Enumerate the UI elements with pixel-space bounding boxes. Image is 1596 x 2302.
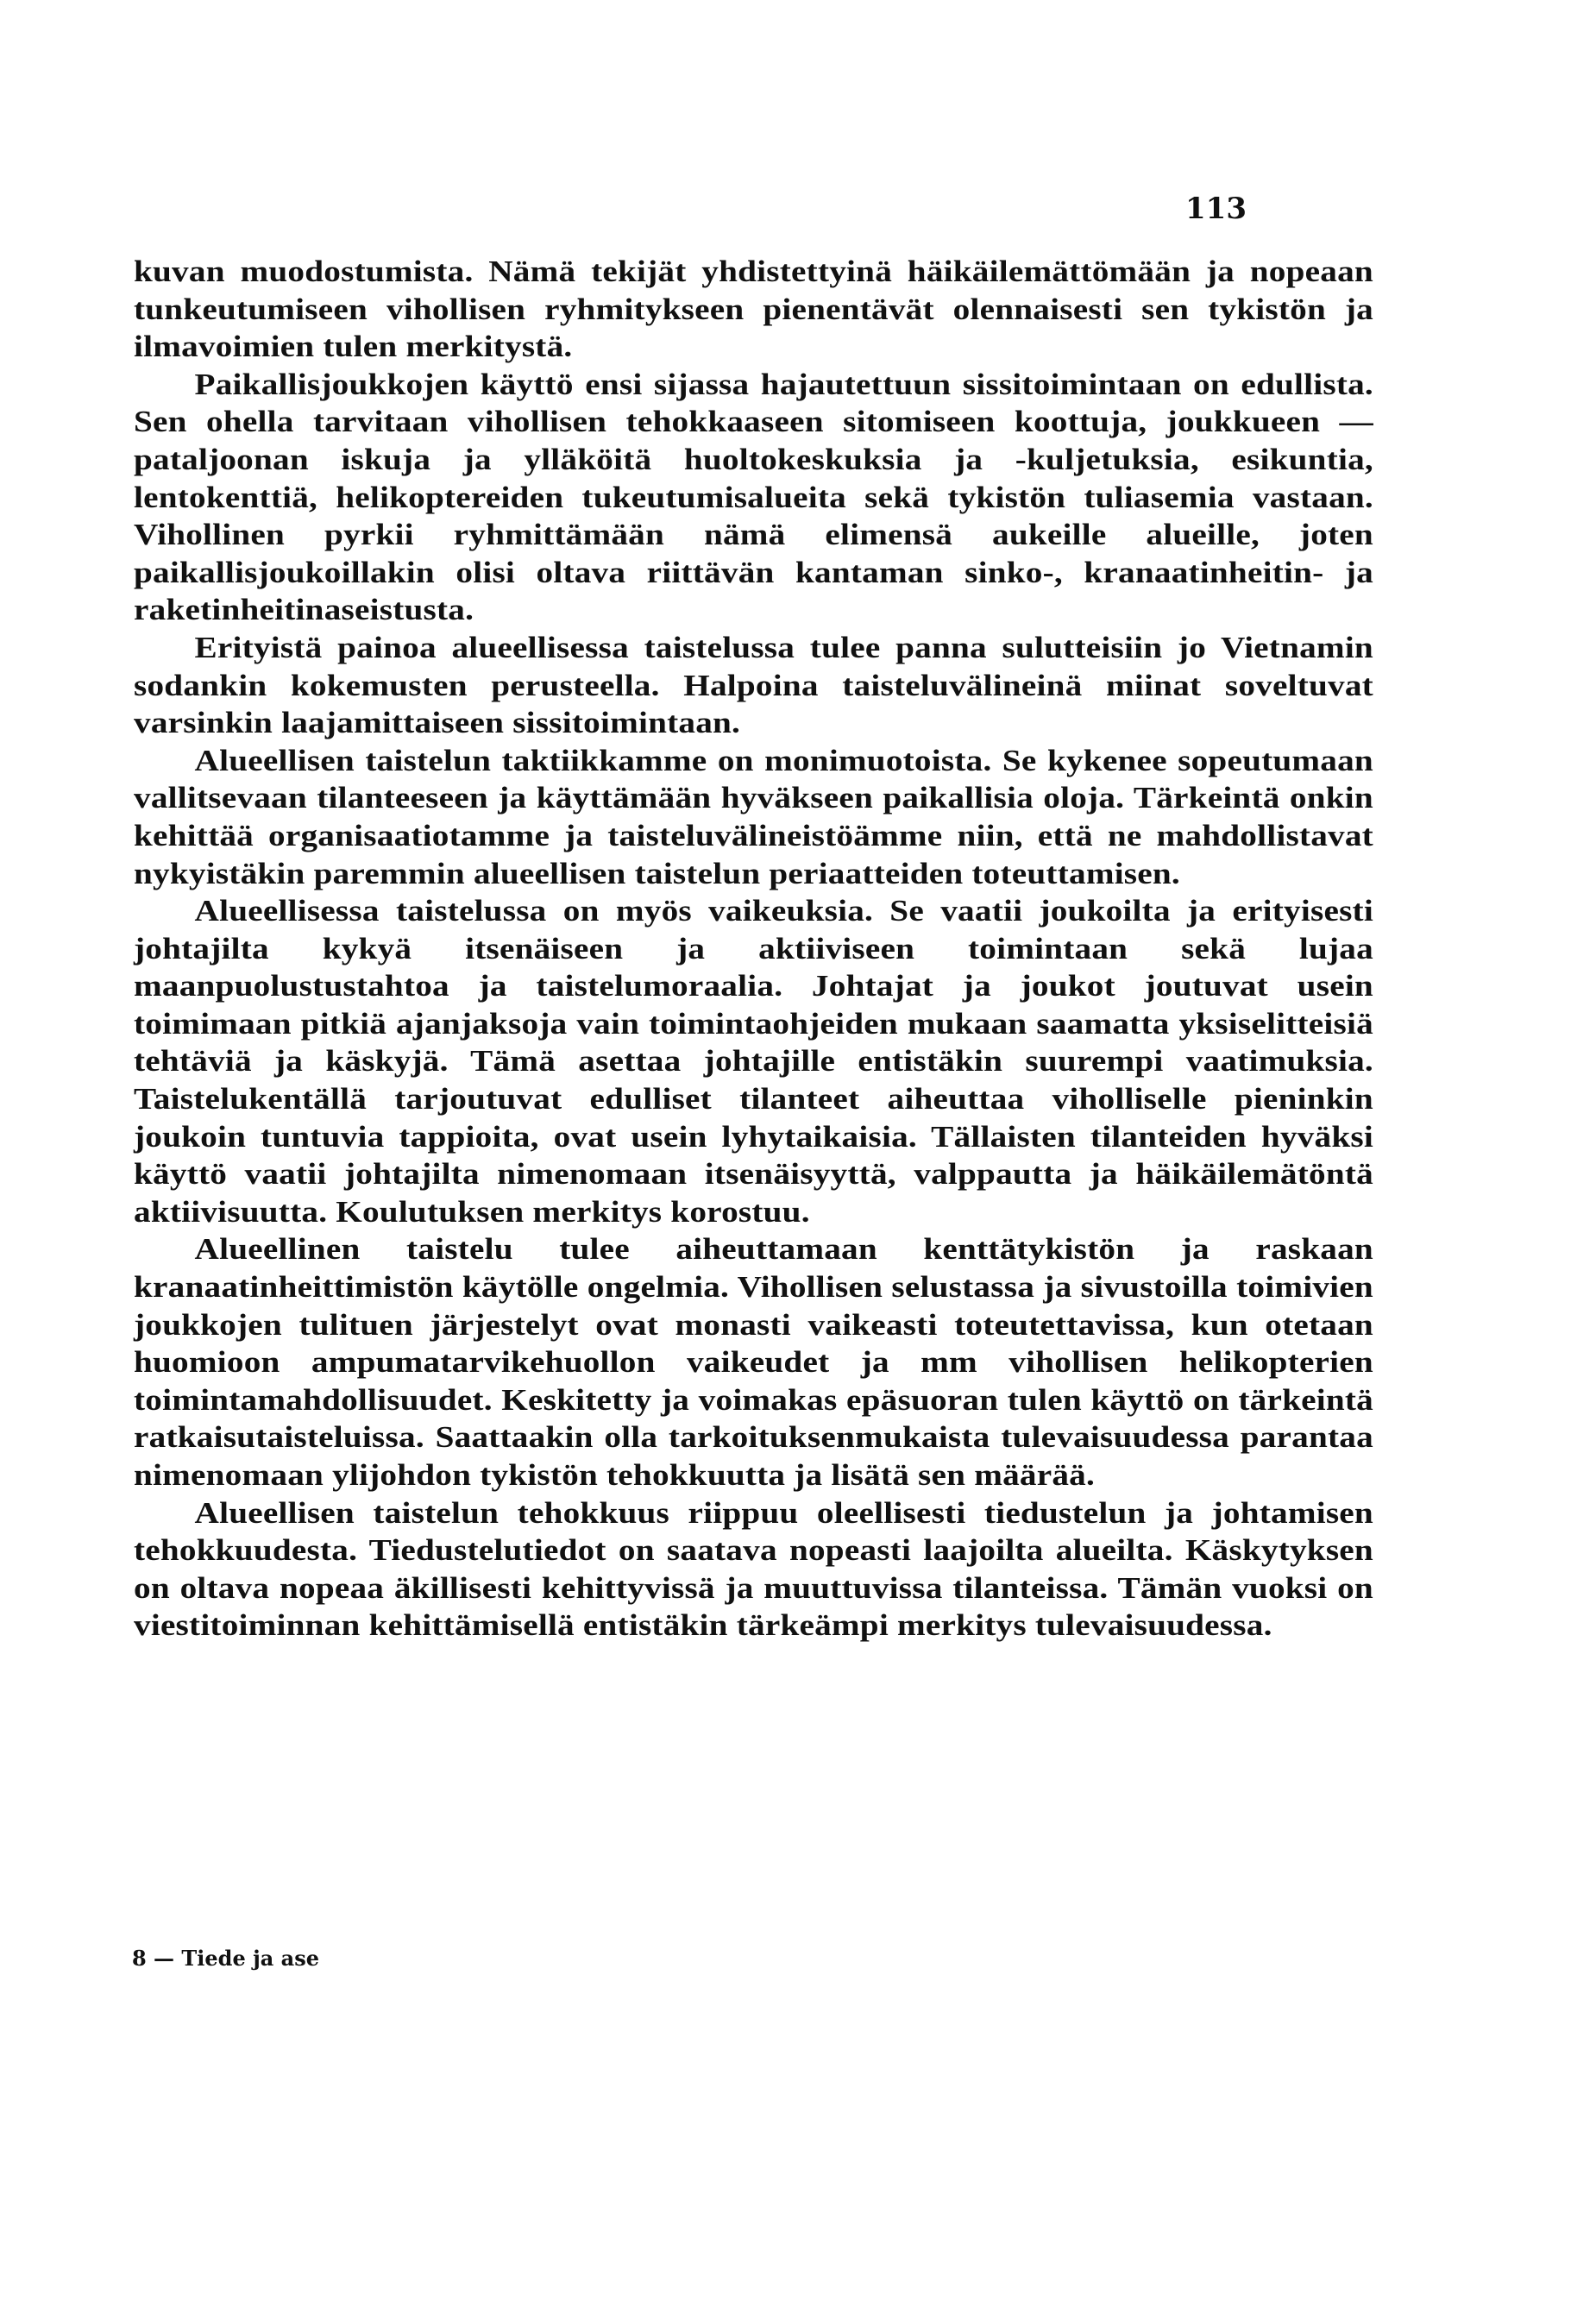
- paragraph-1: kuvan muodostumista. Nämä tekijät yhdistettyinä häikäilemättömään ja nopeaan tunkeutumiseen vihollisen ryhmitykseen pienentävät olennaisesti sen tykistön ja ilmavoimien tulen merkitystä.: [134, 255, 1373, 364]
- body-text: [134, 253, 1373, 1645]
- paragraph-2: Paikallisjoukkojen käyttö ensi sijassa hajautettuun sissitoimintaan on edullista. Sen ohella tarvitaan vihollisen tehokkaaseen sitomiseen koottuja, joukkueen — pataljoonan iskuja ja ylläköitä huoltokeskuksia ja -kuljetuksia, esikuntia, lentokenttiä, helikoptereiden tukeutumisalueita sekä tykistön tuliasemia vastaan. Vihollinen pyrkii ryhmittämään nämä elimensä aukeille alueille, joten paikallisjoukoillakin olisi oltava riittävän kantaman sinko-, kranaatinheitin- ja raketinheitinaseistusta.: [134, 367, 1373, 627]
- paragraph-4: Alueellisen taistelun taktiikkamme on monimuotoista. Se kykenee sopeutumaan vallitsevaan tilanteeseen ja käyttämään hyväkseen paikallisia oloja. Tärkeintä onkin kehittää organisaatiotamme ja taisteluvälineistöämme niin, että ne mahdollistavat nykyistäkin paremmin alueellisen taistelun periaatteiden toteuttamisen.: [134, 743, 1373, 890]
- footer-signature: 8 — Tiede ja ase: [132, 1946, 319, 1971]
- paragraph-3: Erityistä painoa alueellisessa taistelussa tulee panna sulutteisiin jo Vietnamin sodankin kokemusten perusteella. Halpoina taisteluvälineinä miinat soveltuvat varsinkin laajamittaiseen sissitoimintaan.: [134, 630, 1373, 740]
- paragraph-6: Alueellinen taistelu tulee aiheuttamaan kenttätykistön ja raskaan kranaatinheittimistön käytölle ongelmia. Vihollisen selustassa ja sivustoilla toimivien joukkojen tulituen järjestelyt ovat monasti vaikeasti toteutettavissa, kun otetaan huomioon ampumatarvikehuollon vaikeudet ja mm vihollisen helikopterien toimintamahdollisuudet. Keskitetty ja voimakas epäsuoran tulen käyttö on tärkeintä ratkaisutaisteluissa. Saattaakin olla tarkoituksenmukaista tulevaisuudessa parantaa nimenomaan ylijohdon tykistön tehokkuutta ja lisätä sen määrää.: [134, 1232, 1373, 1492]
- paragraph-5: Alueellisessa taistelussa on myös vaikeuksia. Se vaatii joukoilta ja erityisesti johtajilta kykyä itsenäiseen ja aktiiviseen toimintaan sekä lujaa maanpuolustustahtoa ja taistelumoraalia. Johtajat ja joukot joutuvat usein toimimaan pitkiä ajanjaksoja vain toimintaohjeiden mukaan saamatta yksiselitteisiä tehtäviä ja käskyjä. Tämä asettaa johtajille entistäkin suurempi vaatimuksia. Taistelukentällä tarjoutuvat edulliset tilanteet aiheuttaa vihollisellе pieninkin joukoin tuntuvia tappioita, ovat usein lyhytaikaisia. Tällaisten tilanteiden hyväksi käyttö vaatii johtajilta nimenomaan itsenäisyyttä, valppautta ja häikäilemätöntä aktiivisuutta. Koulutuksen merkitys korostuu.: [134, 894, 1373, 1229]
- page-number: 113: [1185, 192, 1247, 226]
- paragraph-7: Alueellisen taistelun tehokkuus riippuu oleellisesti tiedustelun ja johtamisen tehokkuudesta. Tiedustelutiedot on saatava nopeasti laajoilta alueilta. Käskytyksen on oltava nopeaa äkillisesti kehittyvissä ja muuttuvissa tilanteissa. Tämän vuoksi on viestitoiminnan kehittämisellä entistäkin tärkeämpi merkitys tulevaisuudessa.: [134, 1495, 1373, 1643]
